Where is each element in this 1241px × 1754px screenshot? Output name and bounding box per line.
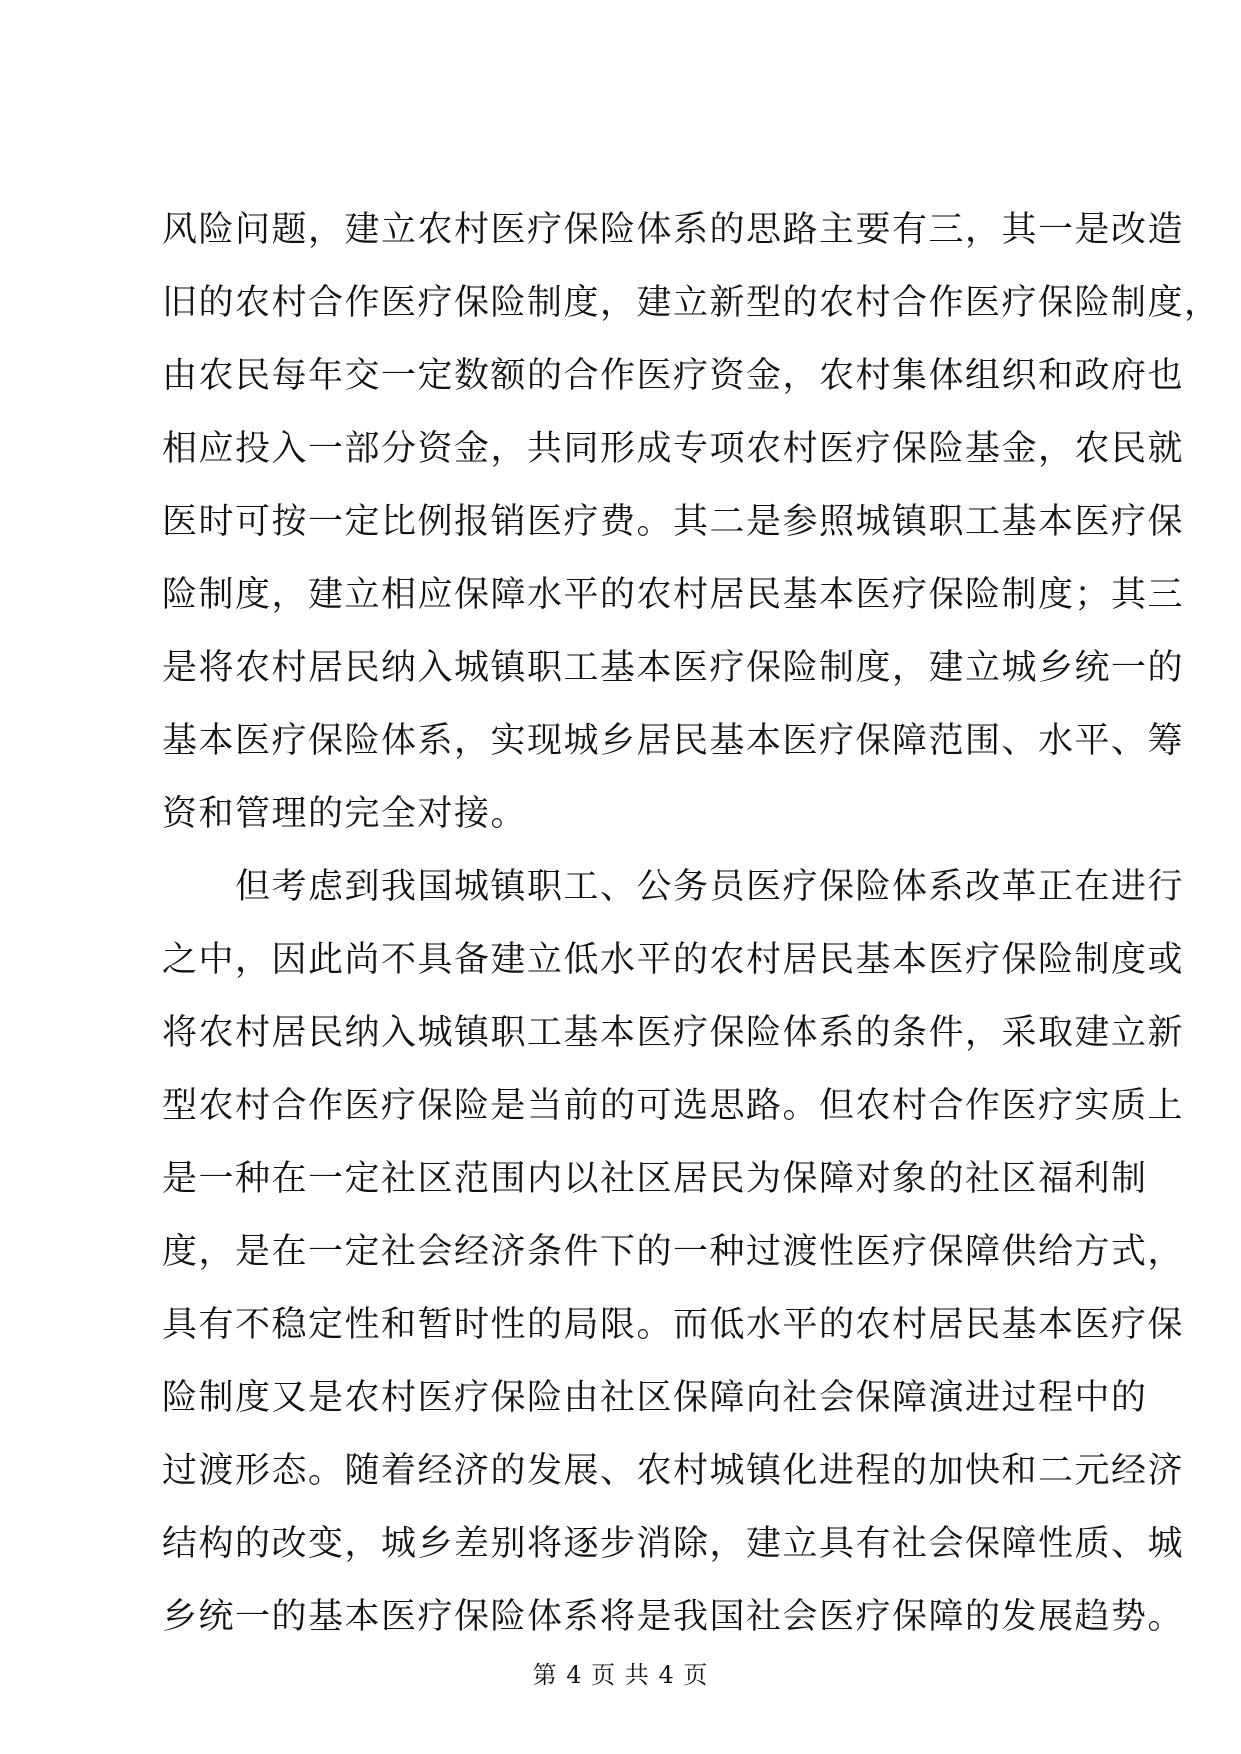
text-line-5: 医时可按一定比例报销医疗费。其二是参照城镇职工基本医疗保	[162, 502, 1185, 542]
text-line-20: 乡统一的基本医疗保险体系将是我国社会医疗保障的发展趋势。	[162, 1597, 1185, 1637]
text-line-7: 是将农村居民纳入城镇职工基本医疗保险制度，建立城乡统一的	[162, 648, 1185, 688]
text-line-6: 险制度，建立相应保障水平的农村居民基本医疗保险制度；其三	[162, 575, 1185, 615]
text-line-2: 旧的农村合作医疗保险制度，建立新型的农村合作医疗保险制度，	[162, 283, 1221, 323]
text-line-11: 之中，因此尚不具备建立低水平的农村居民基本医疗保险制度或	[162, 940, 1185, 980]
text-line-18: 过渡形态。随着经济的发展、农村城镇化进程的加快和二元经济	[162, 1451, 1185, 1491]
text-line-16: 具有不稳定性和暂时性的局限。而低水平的农村居民基本医疗保	[162, 1305, 1185, 1345]
text-line-9: 资和管理的完全对接。	[162, 794, 528, 834]
text-line-19: 结构的改变，城乡差别将逐步消除，建立具有社会保障性质、城	[162, 1524, 1185, 1564]
text-line-13: 型农村合作医疗保险是当前的可选思路。但农村合作医疗实质上	[162, 1086, 1185, 1126]
text-line-10: 但考虑到我国城镇职工、公务员医疗保险体系改革正在进行	[162, 867, 1185, 907]
text-line-1: 风险问题，建立农村医疗保险体系的思路主要有三，其一是改造	[162, 210, 1185, 250]
text-line-17: 险制度又是农村医疗保险由社区保障向社会保障演进过程中的	[162, 1378, 1148, 1418]
text-line-8: 基本医疗保险体系，实现城乡居民基本医疗保障范围、水平、筹	[162, 721, 1185, 761]
page-footer: 第 4 页 共 4 页	[532, 1661, 709, 1689]
text-line-14: 是一种在一定社区范围内以社区居民为保障对象的社区福利制	[162, 1159, 1148, 1199]
text-line-3: 由农民每年交一定数额的合作医疗资金，农村集体组织和政府也	[162, 356, 1185, 396]
text-line-4: 相应投入一部分资金，共同形成专项农村医疗保险基金，农民就	[162, 429, 1185, 469]
text-line-12: 将农村居民纳入城镇职工基本医疗保险体系的条件，采取建立新	[162, 1013, 1185, 1053]
text-line-15: 度，是在一定社会经济条件下的一种过渡性医疗保障供给方式，	[162, 1232, 1185, 1272]
